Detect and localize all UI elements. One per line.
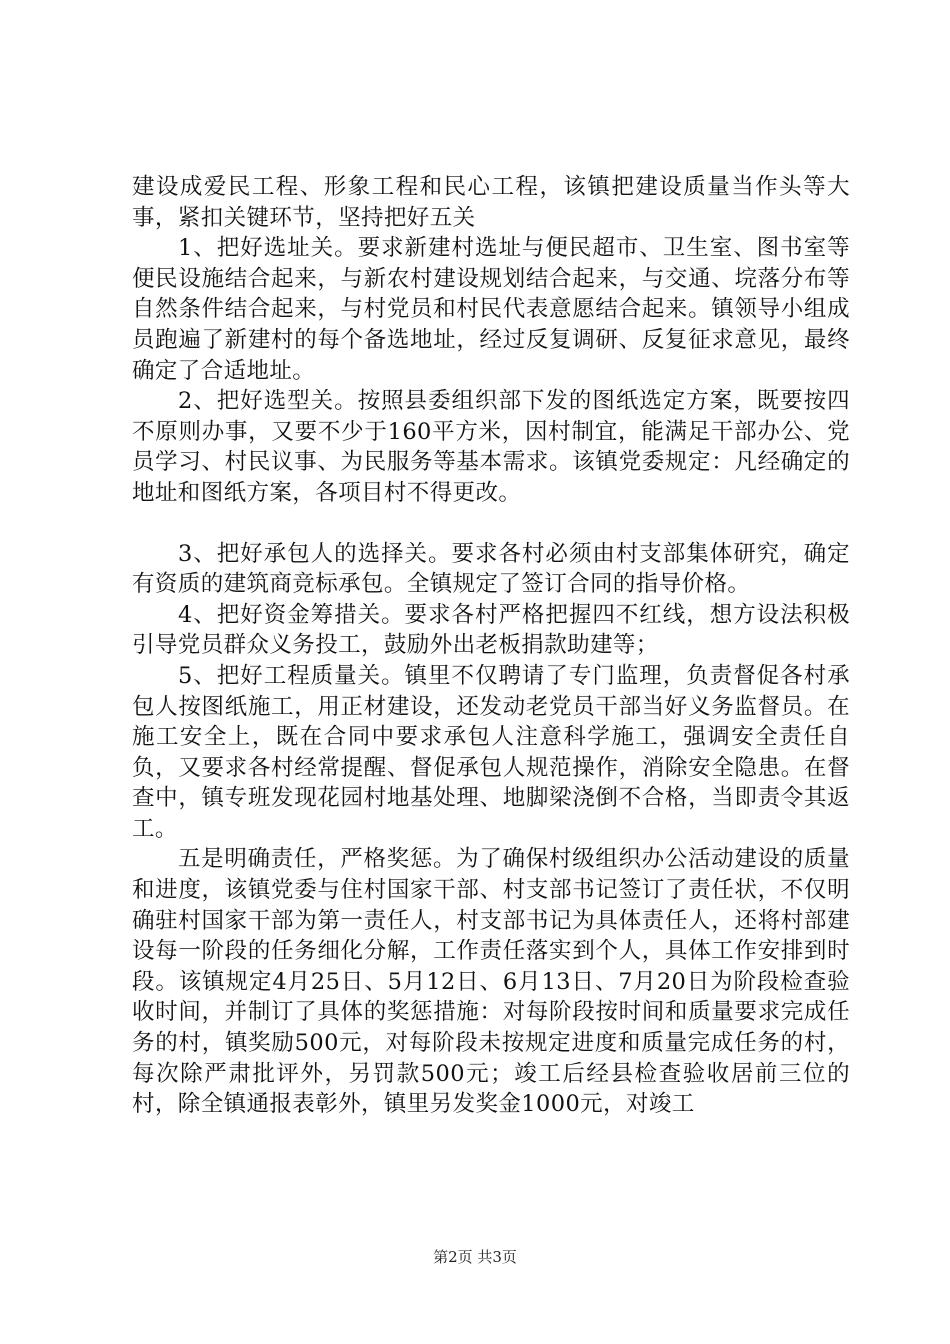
document-body <box>132 172 850 1120</box>
page-number: 第2页 共3页 <box>433 1248 517 1266</box>
paragraph-design-selection: 2、把好选型关。按照县委组织部下发的图纸选定方案，既要按四不原则办事，又要不少于160平方米，因村制宜，能满足干部办公、党员学习、村民议事、为民服务等基本需求。该镇党委规定：凡经确定的地址和图纸方案，各项目村不得更改。 <box>132 388 850 506</box>
paragraph-responsibility: 五是明确责任，严格奖惩。为了确保村级组织办公活动建设的质量和进度，该镇党委与住村国家干部、村支部书记签订了责任状，不仅明确驻村国家干部为第一责任人，村支部书记为具体责任人，还将村部建设每一阶段的任务细化分解，工作责任落实到个人，具体工作安排到时段。该镇规定4月25日、5月12日、6月13日、7月20日为阶段检查验收时间，并制订了具体的奖惩措施：对每阶段按时间和质量要求完成任务的村，镇奖励500元，对每阶段未按规定进度和质量完成任务的村，每次除严肃批评外，另罚款500元；竣工后经县检查验收居前三位的村，除全镇通报表彰外，镇里另发奖金1000元，对竣工 <box>132 846 850 1118</box>
paragraph-funding: 4、把好资金筹措关。要求各村严格把握四不红线，想方设法积极引导党员群众义务投工，鼓励外出老板捐款助建等； <box>132 601 850 659</box>
paragraph-contractor-selection: 3、把好承包人的选择关。要求各村必须由村支部集体研究，确定有资质的建筑商竞标承包。全镇规定了签订合同的指导价格。 <box>132 540 850 598</box>
paragraph-site-selection: 1、把好选址关。要求新建村选址与便民超市、卫生室、图书室等便民设施结合起来，与新农村建设规划结合起来，与交通、垸落分布等自然条件结合起来，与村党员和村民代表意愿结合起来。镇领导小组成员跑遍了新建村的每个备选地址，经过反复调研、反复征求意见，最终确定了合适地址。 <box>132 235 850 384</box>
paragraph-intro: 建设成爱民工程、形象工程和民心工程，该镇把建设质量当作头等大事，紧扣关键环节，坚持把好五关 <box>132 174 850 231</box>
paragraph-quality: 5、把好工程质量关。镇里不仅聘请了专门监理，负责督促各村承包人按图纸施工，用正材建设，还发动老党员干部当好义务监督员。在施工安全上，既在合同中要求承包人注意科学施工，强调安全责任自负，又要求各村经常提醒、督促承包人规范操作，消除安全隐患。在督查中，镇专班发现花园村地基处理、地脚梁浇倒不合格，当即责令其返工。 <box>132 662 850 842</box>
